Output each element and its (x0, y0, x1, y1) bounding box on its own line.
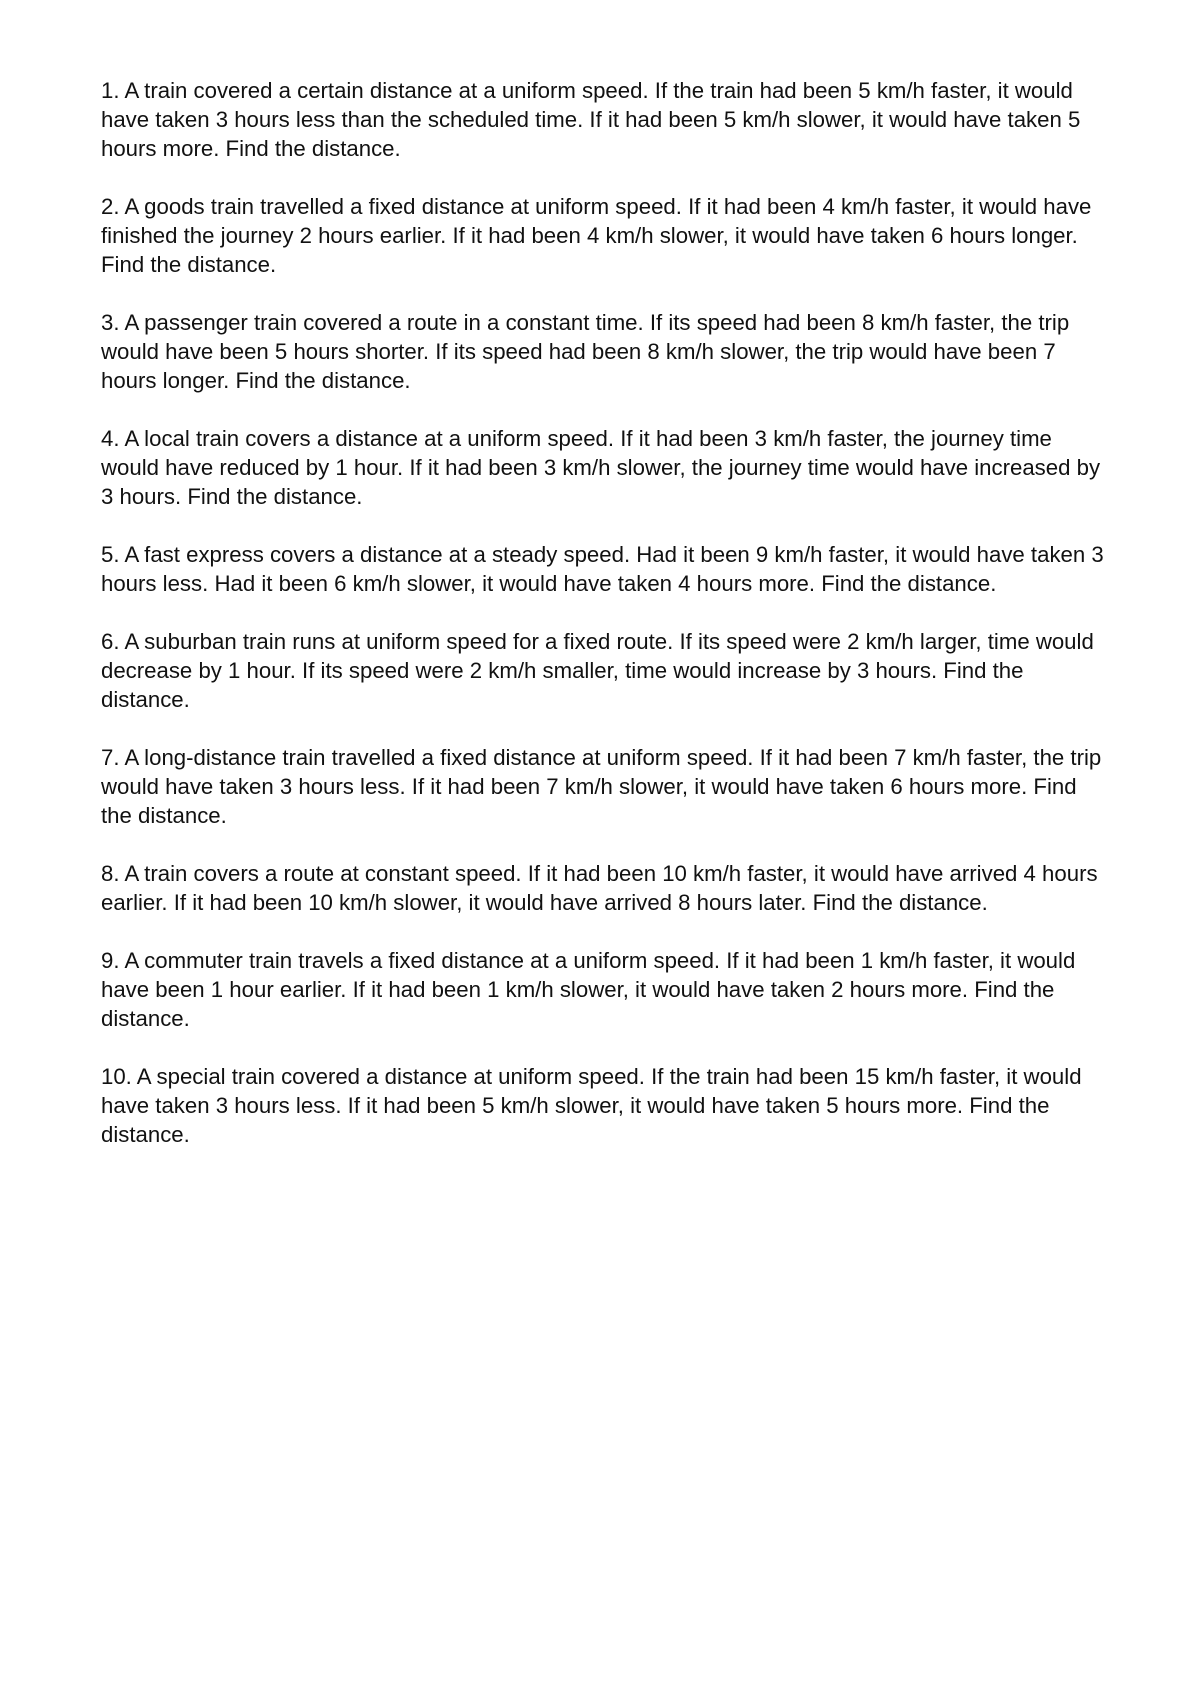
problem-list (101, 76, 1111, 1178)
problem-1: 1. A train covered a certain distance at a uniform speed. If the train had been 5 km/h faster, it would have taken 3 hours less than the scheduled time. If it had been 5 km/h slower, it would have taken 5 hours more. Find the distance. (101, 78, 1081, 161)
problem-7: 7. A long-distance train travelled a fixed distance at uniform speed. If it had been 7 km/h faster, the trip would have taken 3 hours less. If it had been 7 km/h slower, it would have taken 6 hours more. Find the distance. (101, 745, 1102, 828)
problem-4: 4. A local train covers a distance at a uniform speed. If it had been 3 km/h faster, the journey time would have reduced by 1 hour. If it had been 3 km/h slower, the journey time would have increased by 3 hours. Find the distance. (101, 426, 1101, 509)
problem-10: 10. A special train covered a distance at uniform speed. If the train had been 15 km/h faster, it would have taken 3 hours less. If it had been 5 km/h slower, it would have taken 5 hours more. Find the distance. (101, 1064, 1082, 1147)
problem-8: 8. A train covers a route at constant speed. If it had been 10 km/h faster, it would have arrived 4 hours earlier. If it had been 10 km/h slower, it would have arrived 8 hours later. Find the distance. (101, 861, 1098, 915)
problem-9: 9. A commuter train travels a fixed distance at a uniform speed. If it had been 1 km/h faster, it would have been 1 hour earlier. If it had been 1 km/h slower, it would have taken 2 hours more. Find the distance. (101, 948, 1076, 1031)
problem-6: 6. A suburban train runs at uniform speed for a fixed route. If its speed were 2 km/h larger, time would decrease by 1 hour. If its speed were 2 km/h smaller, time would increase by 3 hours. Find the distance. (101, 629, 1094, 712)
problem-3: 3. A passenger train covered a route in a constant time. If its speed had been 8 km/h faster, the trip would have been 5 hours shorter. If its speed had been 8 km/h slower, the trip would have been 7 hours longer. Find the distance. (101, 310, 1070, 393)
problem-2: 2. A goods train travelled a fixed distance at uniform speed. If it had been 4 km/h faster, it would have finished the journey 2 hours earlier. If it had been 4 km/h slower, it would have taken 6 hours longer. Find the distance. (101, 194, 1092, 277)
problem-5: 5. A fast express covers a distance at a steady speed. Had it been 9 km/h faster, it would have taken 3 hours less. Had it been 6 km/h slower, it would have taken 4 hours more. Find the distance. (101, 542, 1104, 596)
